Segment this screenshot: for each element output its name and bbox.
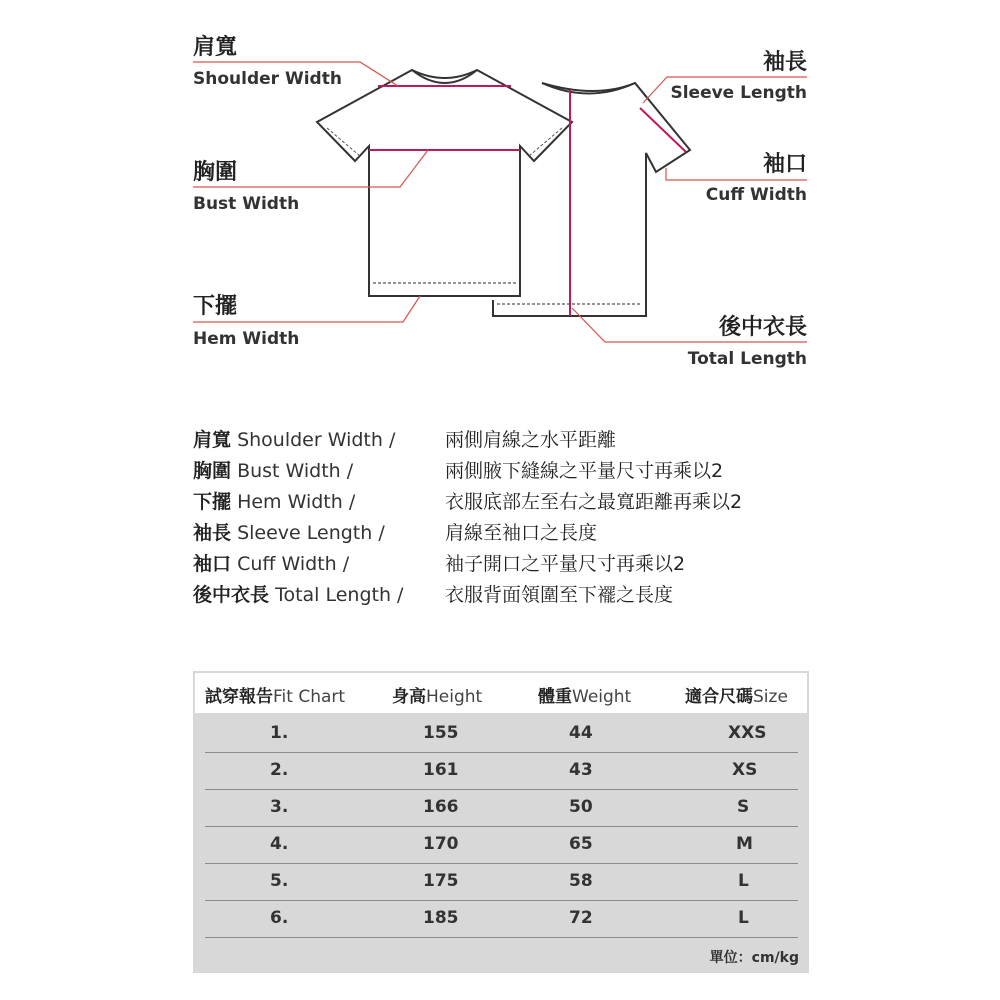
header-height (392, 682, 482, 707)
shoulder-label-en: Shoulder Width (193, 69, 342, 89)
definition-term-en: Cuff Width / (237, 553, 350, 575)
row-number: 3. (270, 797, 289, 817)
definition-description: 兩側腋下縫線之平量尺寸再乘以2 (445, 460, 724, 482)
fit-chart-table (193, 671, 809, 973)
row-number: 1. (270, 723, 289, 743)
row-height: 170 (423, 834, 459, 854)
row-size: L (738, 908, 749, 928)
tshirt-measurement-diagram (0, 0, 1000, 400)
row-size: S (737, 797, 750, 817)
row-size: M (736, 834, 753, 854)
table-row (205, 789, 798, 827)
definition-description: 兩側肩線之水平距離 (445, 429, 617, 451)
row-weight: 50 (569, 797, 593, 817)
row-weight: 43 (569, 760, 593, 780)
table-row (205, 863, 798, 901)
row-size: XS (732, 760, 758, 780)
header-height-en: Height (426, 687, 483, 707)
hem-label-en: Hem Width (193, 329, 300, 349)
definition-term-zh: 肩寬 (193, 429, 232, 451)
table-row (205, 826, 798, 864)
header-weight-zh: 體重 (538, 687, 572, 707)
definition-term-zh: 胸圍 (193, 460, 232, 482)
row-size: XXS (728, 723, 767, 743)
definition-row (193, 456, 833, 484)
fit-chart-header (193, 671, 809, 715)
row-size: L (738, 871, 749, 891)
header-fit-chart-zh: 試穿報告 (205, 687, 273, 707)
row-weight: 65 (569, 834, 593, 854)
row-number: 4. (270, 834, 289, 854)
definition-term-zh: 袖口 (193, 553, 232, 575)
definition-term-en: Sleeve Length / (237, 522, 385, 544)
bust-label-en: Bust Width (193, 194, 300, 214)
total-length-label-en: Total Length (687, 349, 807, 369)
header-weight (538, 682, 631, 707)
definition-term-en: Total Length / (275, 584, 404, 606)
table-row (205, 752, 798, 790)
row-number: 2. (270, 760, 289, 780)
header-size-zh: 適合尺碼 (685, 687, 753, 707)
row-height: 166 (423, 797, 459, 817)
row-height: 161 (423, 760, 459, 780)
definition-term-zh: 袖長 (193, 522, 232, 544)
table-row (205, 900, 798, 938)
table-row (205, 715, 798, 753)
definition-row (193, 580, 833, 608)
definition-description: 衣服底部左至右之最寬距離再乘以2 (445, 491, 743, 513)
row-weight: 58 (569, 871, 593, 891)
unit-note: 單位：cm/kg (709, 950, 799, 966)
row-height: 155 (423, 723, 459, 743)
bust-label-zh: 胸圍 (193, 160, 238, 185)
header-fit-chart-en: Fit Chart (273, 687, 346, 707)
row-number: 5. (270, 871, 289, 891)
definition-description: 衣服背面領圍至下襬之長度 (445, 584, 674, 606)
total-length-label-zh: 後中衣長 (718, 315, 807, 340)
sleeve-label-en: Sleeve Length (670, 83, 807, 103)
row-weight: 44 (569, 723, 593, 743)
header-fit-chart (205, 682, 345, 707)
header-size (685, 682, 788, 707)
definition-description: 肩線至袖口之長度 (445, 522, 598, 544)
row-weight: 72 (569, 908, 593, 928)
header-weight-en: Weight (572, 687, 632, 707)
definition-term-en: Bust Width / (237, 460, 354, 482)
row-height: 175 (423, 871, 459, 891)
definition-term-zh: 後中衣長 (193, 584, 270, 606)
cuff-label-zh: 袖口 (762, 152, 807, 177)
row-height: 185 (423, 908, 459, 928)
definition-description: 袖子開口之平量尺寸再乘以2 (445, 553, 686, 575)
definition-term-en: Shoulder Width / (237, 429, 396, 451)
header-size-en: Size (753, 687, 788, 707)
tshirt-illustration (0, 0, 1000, 400)
cuff-label-en: Cuff Width (705, 185, 807, 205)
definition-row (193, 549, 833, 577)
shoulder-label-zh: 肩寬 (193, 35, 238, 60)
hem-label-zh: 下擺 (193, 294, 238, 319)
row-number: 6. (270, 908, 289, 928)
definition-term-en: Hem Width / (237, 491, 356, 513)
definition-term-zh: 下擺 (193, 491, 232, 513)
header-height-zh: 身高 (392, 687, 426, 707)
definition-row (193, 487, 833, 515)
definition-row (193, 518, 833, 546)
sleeve-label-zh: 袖長 (762, 50, 807, 75)
definition-row (193, 425, 833, 453)
